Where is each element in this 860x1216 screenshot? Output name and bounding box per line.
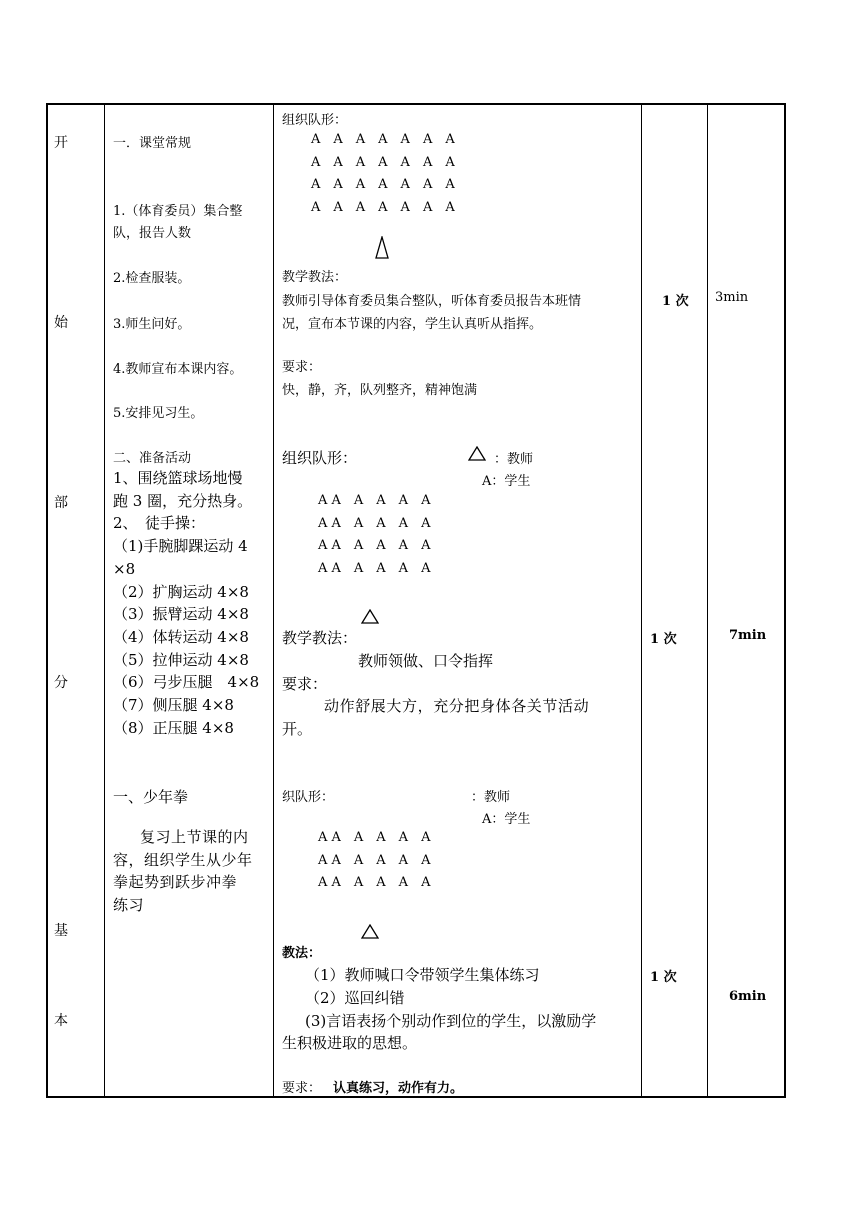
warmup-item: （7）侧压腿 4×8 xyxy=(113,696,234,715)
content-item: 队，报告人数 xyxy=(113,226,192,241)
warmup-item: （6）弓步压腿 4×8 xyxy=(113,673,260,692)
formation-row: A A A A A A xyxy=(318,493,431,508)
method-line: (3)言语表扬个别动作到位的学生，以激励学 xyxy=(305,1012,597,1030)
warmup-item: （1)手腕脚踝运动 4 xyxy=(113,537,248,556)
warmup-item: （8）正压腿 4×8 xyxy=(113,718,234,737)
formation-row: A A A A A A xyxy=(318,515,431,531)
description-line: 复习上节课的内 xyxy=(140,828,249,846)
duration-value: 7min xyxy=(729,628,767,643)
legend-teacher: ：教师 xyxy=(494,452,534,467)
method-line: （1）教师喊口令带领学生集体练习 xyxy=(305,966,540,984)
formation-grid xyxy=(311,129,455,219)
requirement-line: 开。 xyxy=(282,720,313,738)
content-heading: 一．课堂常规 xyxy=(113,136,192,151)
stage-char: 开 xyxy=(54,135,68,151)
duration-value: 3min xyxy=(715,290,749,305)
requirement-title: 要求： xyxy=(282,360,322,375)
teacher-triangle-icon xyxy=(361,609,379,625)
times-value: 1 次 xyxy=(650,632,677,647)
legend-student: A：学生 xyxy=(482,474,531,489)
formation-grid xyxy=(318,490,430,580)
formation-row: A A A A A A A xyxy=(311,199,455,215)
warmup-item: （2）扩胸运动 4×8 xyxy=(113,582,249,601)
stage-char: 部 xyxy=(54,495,68,511)
requirement-title: 要求： xyxy=(282,1081,322,1096)
warmup-item: （5）拉伸运动 4×8 xyxy=(113,650,249,669)
method-title: 教学教法： xyxy=(282,270,348,285)
content-heading: 一、少年拳 xyxy=(113,788,189,806)
content-item: 4.教师宣布本课内容。 xyxy=(113,362,243,377)
requirement-title: 要求： xyxy=(282,675,328,693)
method-title: 教法： xyxy=(282,946,322,961)
formation-row: A A A A A A A xyxy=(311,177,455,192)
column-divider xyxy=(104,105,105,1096)
warmup-item: 2、 徒手操： xyxy=(113,514,206,533)
formation-row: A A A A A A xyxy=(318,875,431,890)
warmup-list xyxy=(113,467,259,739)
warmup-item: 1、围绕篮球场地慢 xyxy=(113,469,243,487)
description-line: 容，组织学生从少年 xyxy=(113,850,253,869)
requirement-text: 快，静，齐，队列整齐，精神饱满 xyxy=(282,383,478,398)
legend-teacher: ：教师 xyxy=(471,790,511,805)
teacher-triangle-icon xyxy=(361,924,379,940)
method-line: 生积极进取的思想。 xyxy=(282,1034,418,1052)
teacher-triangle-icon xyxy=(374,236,390,260)
content-item: 1.（体育委员）集合整 xyxy=(113,204,243,219)
requirement-line: 动作舒展大方，充分把身体各关节活动 xyxy=(324,697,590,715)
formation-row: A A A A A A xyxy=(318,538,431,553)
stage-char: 分 xyxy=(54,675,68,691)
column-divider xyxy=(641,105,642,1096)
description-line: 练习 xyxy=(113,895,145,914)
times-value: 1 次 xyxy=(662,294,689,309)
method-line: 况，宣布本节课的内容，学生认真听从指挥。 xyxy=(282,317,543,332)
formation-row: A A A A A A xyxy=(318,560,431,576)
warmup-item: （3）振臂运动 4×8 xyxy=(113,605,249,624)
warmup-item: 跑 3 圈，充分热身。 xyxy=(113,491,253,510)
column-divider xyxy=(273,105,274,1096)
formation-row: A A A A A A A xyxy=(311,132,455,147)
description xyxy=(113,826,253,916)
duration-value: 6min xyxy=(729,989,767,1004)
method-line: 教师引导体育委员集合整队，听体育委员报告本班情 xyxy=(282,294,582,309)
formation-grid xyxy=(318,827,430,895)
times-value: 1 次 xyxy=(650,970,677,985)
org-title: 组织队形： xyxy=(282,449,358,467)
stage-char: 基 xyxy=(54,923,68,939)
legend-student: A：学生 xyxy=(482,812,531,827)
org-title: 组织队形： xyxy=(282,113,348,128)
formation-row: A A A A A A A xyxy=(311,154,455,170)
method-title: 教学教法： xyxy=(282,629,358,647)
content-item: 3.师生问好。 xyxy=(113,317,191,332)
content-item: 5.安排见习生。 xyxy=(113,406,204,421)
formation-row: A A A A A A xyxy=(318,852,431,868)
method-line: （2）巡回纠错 xyxy=(305,989,405,1007)
requirement-text: 认真练习，动作有力。 xyxy=(333,1081,464,1096)
method-text: 教师领做、口令指挥 xyxy=(358,652,494,670)
warmup-item: （4）体转运动 4×8 xyxy=(113,627,249,646)
org-title: 织队形： xyxy=(282,790,335,805)
content-heading: 二、准备活动 xyxy=(113,451,192,466)
warmup-item: ×8 xyxy=(113,559,136,578)
teacher-triangle-icon xyxy=(468,446,486,462)
column-divider xyxy=(707,105,708,1096)
formation-row: A A A A A A xyxy=(318,830,431,845)
stage-char: 始 xyxy=(54,315,68,331)
content-item: 2.检查服装。 xyxy=(113,271,191,286)
description-line: 拳起势到跃步冲拳 xyxy=(113,873,238,891)
stage-char: 本 xyxy=(54,1013,68,1029)
